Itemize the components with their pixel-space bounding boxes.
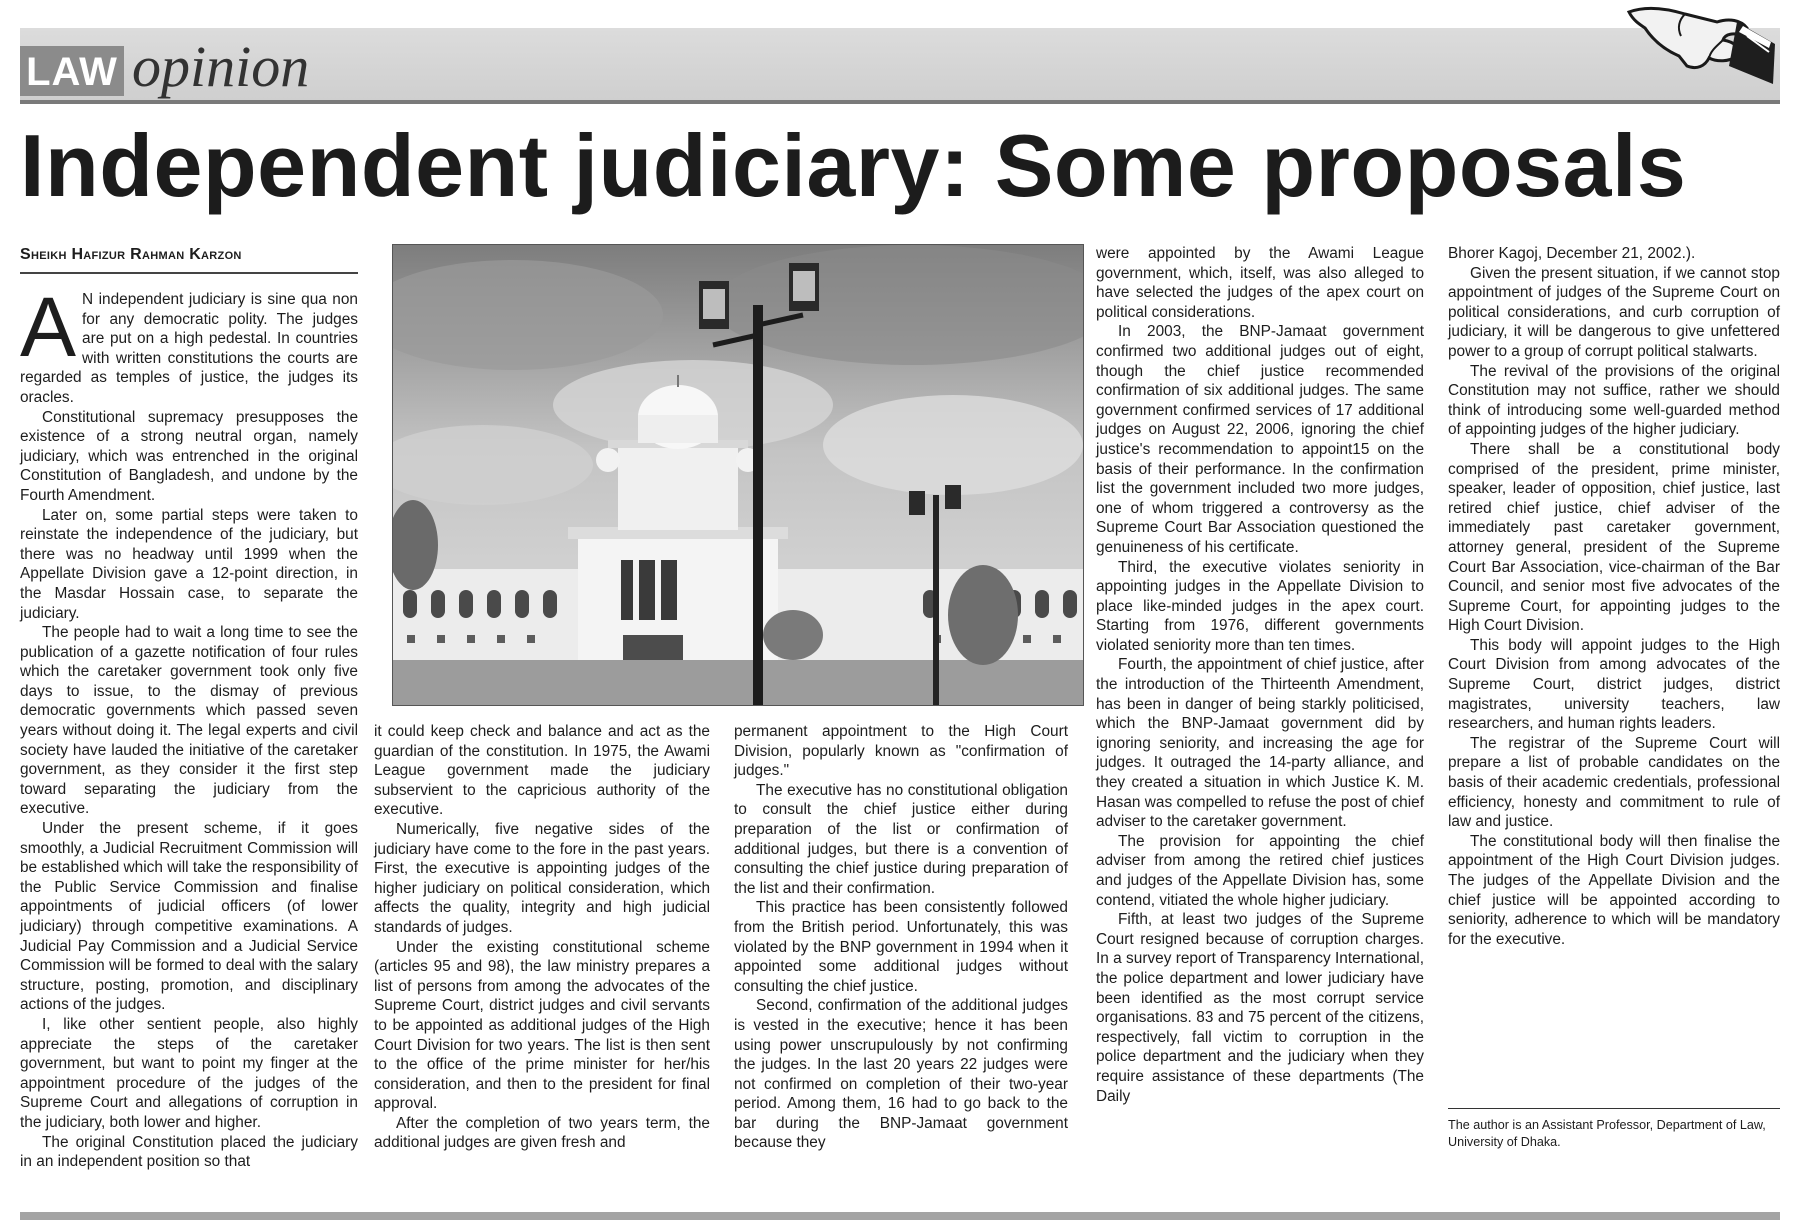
article-paragraph: Later on, some partial steps were taken to reinstate the independence of the judiciary, but there was no headway until 1999 when the Appellate Division gave a 12-point direction, in the Masdar Hossain case, to separate the judiciary.	[20, 506, 358, 622]
pointing-hand-icon	[1625, 0, 1785, 100]
drop-cap: A	[20, 280, 77, 374]
article-paragraph: A N independent judiciary is sine qua non for any democratic polity. The judges are put on a high pedestal. In countries with written constitutions the courts are regarded as temples of justice, the judges its oracles.	[20, 280, 358, 406]
article-column-5	[1448, 244, 1780, 949]
article-column-2	[374, 722, 710, 1153]
article-paragraph: The revival of the provisions of the original Constitution may not suffice, rather we should think of introducing some well-guarded method of appointing judges of the higher judiciary.	[1448, 362, 1780, 439]
section-label: LAW	[20, 46, 124, 96]
byline: Sheikh Hafizur Rahman Karzon	[20, 246, 358, 274]
article-paragraph: Under the present scheme, if it goes smoothly, a Judicial Recruitment Commission will be established which will take the responsibility of the Public Service Commission and finalise appointments of judicial officers (of lower judiciary) through competitive examinations. A Judicial Pay Commission and a Judicial Service Commission will be formed to deal with the salary structure, posting, promotion, and disciplinary actions of the judges.	[20, 820, 358, 1014]
author-note: The author is an Assistant Professor, Department of Law, University of Dhaka.	[1448, 1108, 1780, 1151]
article-paragraph: This practice has been consistently followed from the British period. Unfortunately, this was violated by the BNP government in 1994 when it appointed some additional judges without consulting the chief justice.	[734, 899, 1068, 995]
article-paragraph: I, like other sentient people, also highly appreciate the steps of the caretaker government, but want to point my finger at the appointment procedure of the judges of the Supreme Court and allegations of corruption in the judiciary, both lower and higher.	[20, 1015, 358, 1131]
footer-bar	[20, 1212, 1780, 1220]
article-paragraph: it could keep check and balance and act as the guardian of the constitution. In 1975, the Awami League government made the judiciary subservient to the capricious authority of the executive.	[374, 723, 710, 819]
article-paragraph: The people had to wait a long time to see the publication of a gazette notification of four rules which the caretaker government took only five days to issue, to the dismay of previous democratic governments which passed seven years without doing it. The legal experts and civil society have lauded the initiative of the caretaker government, as they consider it the first step toward separating the judiciary from the executive.	[20, 624, 358, 818]
article-paragraph: Given the present situation, if we cannot stop appointment of judges of the Supreme Court on political considerations, and curb corruption of judiciary, it will be dangerous to give unfettered power to a group of corrupt political stalwarts.	[1448, 264, 1780, 360]
article-column-1	[20, 280, 358, 1172]
article-paragraph: permanent appointment to the High Court Division, popularly known as "confirmation of judges."	[734, 723, 1068, 780]
article-paragraph: The original Constitution placed the judiciary in an independent position so that	[20, 1133, 358, 1171]
headline: Independent judiciary: Some proposals	[20, 116, 1687, 215]
supreme-court-photo	[392, 244, 1084, 706]
section-header-bar	[20, 28, 1780, 104]
article-column-3	[734, 722, 1068, 1153]
article-paragraph: The constitutional body will then finalise the appointment of the High Court Division judges. The judges of the Appellate Division and the chief justice will be appointed according to seniority, adherence to which will be mandatory for the executive.	[1448, 832, 1780, 948]
article-paragraph: Numerically, five negative sides of the judiciary have come to the fore in the past years. First, the executive is appointing judges of the higher judiciary on political consideration, which affects the quality, integrity and high judicial standards of judges.	[374, 820, 710, 936]
article-paragraph: Fifth, at least two judges of the Supreme Court resigned because of corruption charges. In a survey report of Transparency International, the police department and lower judiciary have been identified as the most corrupt service organisations. 83 and 75 percent of the citizens, respectively, fall victim to corruption in the police department and the judiciary when they require assistance of these departments (The Daily	[1096, 911, 1424, 1105]
supreme-court-building-photo	[393, 245, 1083, 705]
article-paragraph: Constitutional supremacy presupposes the existence of a strong neutral organ, namely judiciary, which was entrenched in the original Constitution of Bangladesh, and undone by the Fourth Amendment.	[20, 408, 358, 504]
article-paragraph: were appointed by the Awami League government, which, itself, was also alleged to have selected the judges of the apex court on political considerations.	[1096, 245, 1424, 321]
article-paragraph: After the completion of two years term, the additional judges are given fresh and	[374, 1114, 710, 1152]
article-paragraph: Second, confirmation of the additional judges is vested in the executive; hence it has been using power unscrupulously by not confirming the judges. In the last 20 years 22 judges were not confirmed on completion of their two-year period. Among them, 16 had to go back to the bar during the BNP-Jamaat government because they	[734, 997, 1068, 1152]
article-paragraph: The registrar of the Supreme Court will prepare a list of probable candidates on the basis of their academic credentials, professional efficiency, honesty and commitment to rule of law and justice.	[1448, 734, 1780, 831]
article-paragraph: Under the existing constitutional scheme (articles 95 and 98), the law ministry prepares a list of persons from among the advocates of the Supreme Court, district judges and civil servants to be appointed as additional judges of the High Court Division for two years. The list is then sent to the office of the prime minister for her/his consideration, and then to the president for final approval.	[374, 938, 710, 1113]
section-name: opinion	[132, 34, 310, 99]
article-paragraph: There shall be a constitutional body comprised of the president, prime minister, speaker, leader of opposition, chief justice, last retired chief justice, chief adviser of the immediately past caretaker government, attorney general, president of the Supreme Court Bar Association, vice-chairman of the Bar Council, and senior most five advocates of the Supreme Court, for appointing judges to the High Court Division.	[1448, 440, 1780, 635]
article-paragraph: Third, the executive violates seniority in appointing judges in the Appellate Division to place like-minded judges in the apex court. Starting from 1976, different governments violated seniority more than ten times.	[1096, 558, 1424, 654]
article-column-4	[1096, 244, 1424, 1106]
article-paragraph: The provision for appointing the chief adviser from among the retired chief justices and judges of the Appellate Division has, some contend, vitiated the whole higher judiciary.	[1096, 832, 1424, 909]
article-paragraph: This body will appoint judges to the High Court Division from among advocates of the Supreme Court, district judges, district magistrates, university teachers, law researchers, and human rights leaders.	[1448, 636, 1780, 733]
article-paragraph: The executive has no constitutional obligation to consult the chief justice either during preparation of the list or confirmation of additional judges, but there is a convention of consulting the chief justice during preparation of the list and their confirmation.	[734, 781, 1068, 897]
article-paragraph: Fourth, the appointment of chief justice, after the introduction of the Thirteenth Amendment, has been in danger of being starkly politicised, which the BNP-Jamaat government did by ignoring seniority, and increasing the age for judges. It outraged the 14-party alliance, and they created a situation in which Justice K. M. Hasan was compelled to refuse the post of chief adviser to the caretaker government.	[1096, 656, 1424, 831]
article-paragraph: Bhorer Kagoj, December 21, 2002.).	[1448, 245, 1696, 262]
article-paragraph: In 2003, the BNP-Jamaat government confirmed two additional judges out of eight, though the chief justice recommended confirmation of six additional judges. The same government confirmed services of 17 additional judges on August 22, 2006, ignoring the chief justice's recommendation to appoint15 on the basis of their performance. In the confirmation list the government included two more judges, one of whom triggered a controversy as the Supreme Court Bar Association questioned the genuineness of his certificate.	[1096, 323, 1424, 556]
